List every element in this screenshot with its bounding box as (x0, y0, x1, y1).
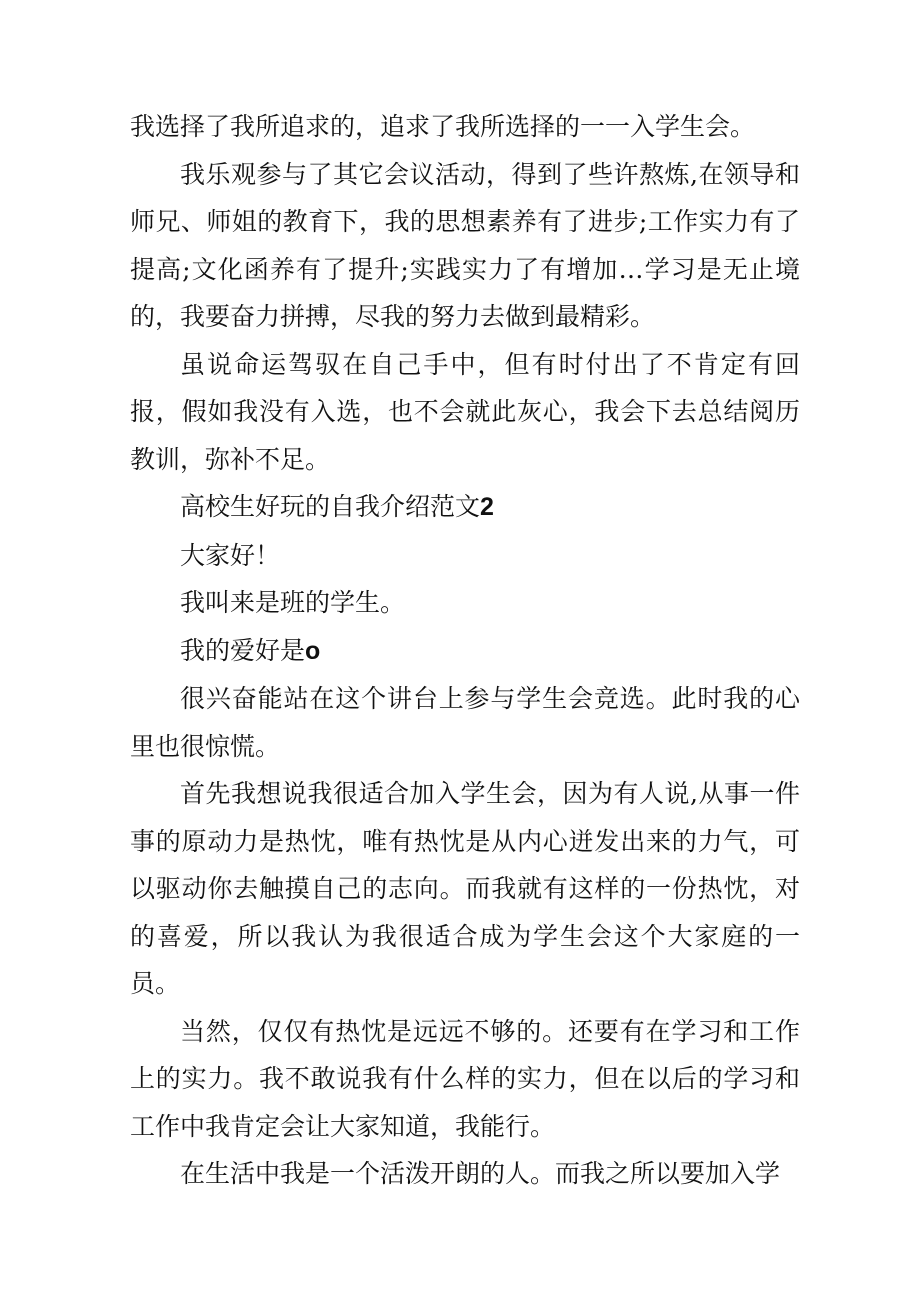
paragraph (130, 1150, 800, 1198)
paragraph-text: 在生活中我是一个活泼开朗的人。而我之所以要加入学 (180, 1159, 781, 1188)
paragraph-continuation (130, 103, 800, 151)
paragraph (130, 1008, 800, 1151)
paragraph (130, 675, 800, 770)
paragraph-text: 当然，仅仅有热忱是远远不够的。还要有在学习和工作上的实力。我不敢说我有什么样的实力，但在以后的学习和工作中我肯定会让大家知道，我能行。 (130, 1016, 800, 1141)
paragraph (130, 579, 800, 627)
paragraph-text: 首先我想说我很适合加入学生会，因为有人说,从事一件事的原动力是热忱，唯有热忱是从内心迸发出来的力气，可以驱动你去触摸自己的志向。而我就有这样的一份热忱，对的喜爱，所以我认为我很适合成为学生会这个大家庭的一员。 (130, 779, 800, 998)
paragraph (130, 341, 800, 484)
section-heading (130, 483, 800, 532)
greeting-text: 大家好！ (180, 540, 281, 570)
paragraph-text: 我选择了我所追求的，追求了我所选择的一一入学生会。 (130, 112, 756, 141)
hobby-suffix: o (305, 636, 321, 665)
paragraph (130, 627, 800, 676)
paragraph (130, 770, 800, 1008)
paragraph-text: 我乐观参与了其它会议活动，得到了些许熬炼,在领导和师兄、师姐的教育下，我的思想素养有了进步;工作实力有了提高;文化函养有了提升;实践实力了有增加…学习是无止境的，我要奋力拼搏，尽我的努力去做到最精彩。 (130, 159, 800, 331)
paragraph (130, 151, 800, 341)
document-body (130, 103, 800, 1198)
paragraph-text: 很兴奋能站在这个讲台上参与学生会竞选。此时我的心里也很惊慌。 (130, 684, 800, 761)
heading-text: 高校生好玩的自我介绍范文 (180, 492, 481, 521)
paragraph-text: 虽说命运驾驭在自己手中，但有时付出了不肯定有回报，假如我没有入选，也不会就此灰心，我会下去总结阅历教训，弥补不足。 (130, 349, 800, 474)
greeting (130, 532, 800, 580)
paragraph-text: 我叫来是班的学生。 (180, 588, 406, 617)
heading-number: 2 (480, 493, 494, 521)
paragraph-text: 我的爱好是 (180, 635, 306, 665)
